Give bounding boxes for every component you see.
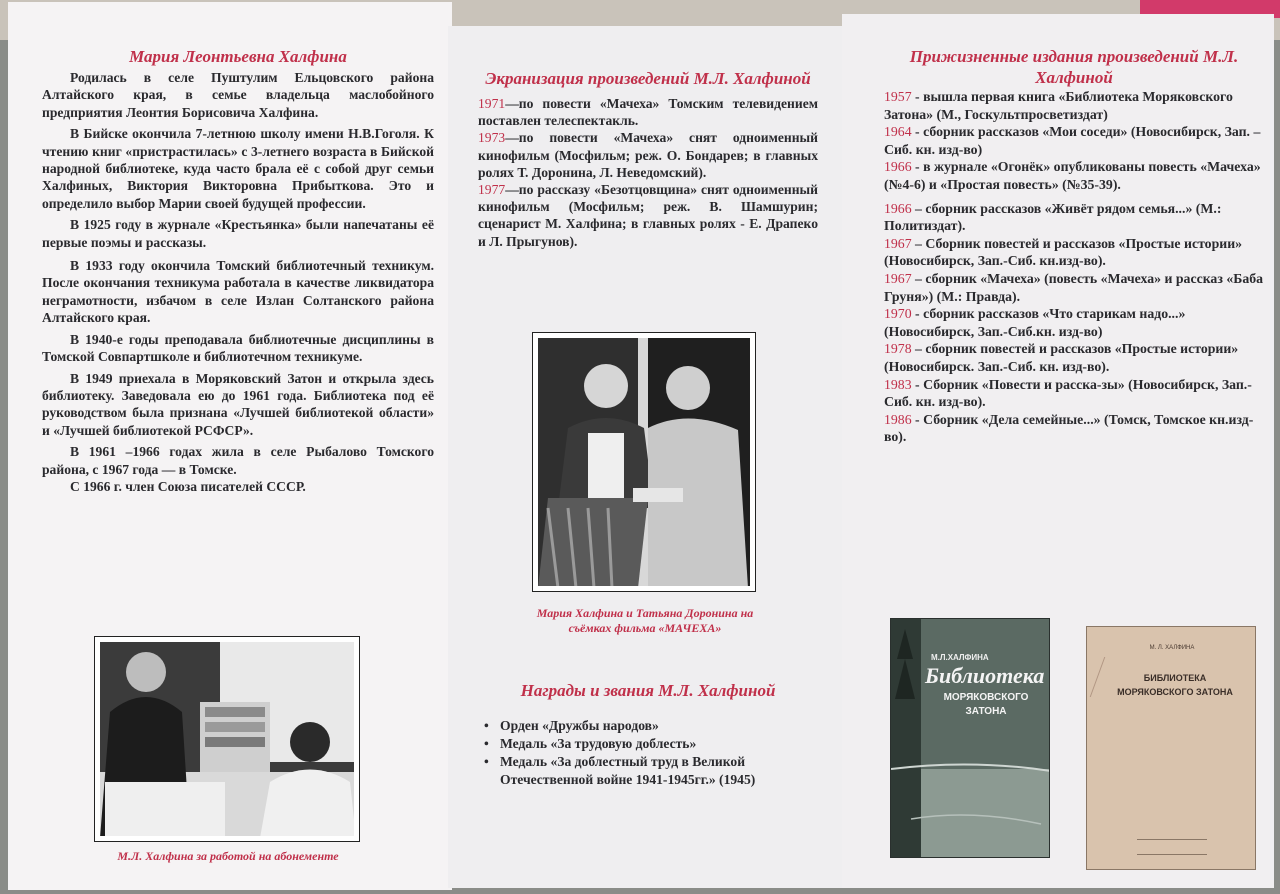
biography-paragraph: В 1933 году окончила Томский библиотечный техникум. После окончания техникума работала в качестве ликвидатора неграмотности, избачом в селе Излан Солтанского района Алтайского края. bbox=[42, 258, 434, 326]
book1-author: М.Л.ХАЛФИНА bbox=[931, 653, 989, 662]
publication-text: - сборник рассказов «Мои соседи» (Новосибирск, Зап. –Сиб. кн. изд-во) bbox=[884, 124, 1261, 157]
publication-year: 1967 bbox=[884, 235, 912, 251]
publication-text: – сборник повестей и рассказов «Простые истории» (Новосибирск. Зап.-Сиб. кн. изд-во). bbox=[884, 341, 1239, 374]
publication-year: 1964 bbox=[884, 124, 912, 140]
publication-year: 1983 bbox=[884, 376, 912, 392]
publication-text: – сборник рассказов «Живёт рядом семья...» (М.: Политиздат). bbox=[884, 200, 1222, 234]
publication-text: - вышла первая книга «Библиотека Моряковского Затона» (М., Госкультпросветиздат) bbox=[884, 89, 1233, 122]
book2-publisher-block bbox=[1137, 839, 1207, 855]
publication-entry bbox=[884, 123, 1264, 158]
publication-year: 1957 bbox=[884, 89, 912, 104]
publication-text: - Сборник «Повести и расска-зы» (Новосибирск, Зап.-Сиб. кн. изд-во). bbox=[884, 376, 1252, 410]
awards-title: Награды и звания М.Л. Халфиной bbox=[520, 681, 776, 700]
adaptation-year: 1973 bbox=[478, 130, 506, 146]
publication-year: 1986 bbox=[884, 411, 912, 427]
adaptation-entry bbox=[478, 129, 818, 181]
biography-paragraph: В 1940-е годы преподавала библиотечные дисциплины в Томской Совпартшколе и библиотечном техникуме. bbox=[42, 331, 434, 365]
publication-entry bbox=[884, 270, 1264, 305]
publication-year: 1978 bbox=[884, 341, 912, 357]
publications-title: Прижизненные издания произведений М.Л. Халфиной bbox=[909, 47, 1239, 87]
adaptation-year: 1971 bbox=[478, 96, 506, 111]
photo-khalfina-doronina-image bbox=[538, 338, 750, 586]
photo-khalfina-doronina bbox=[532, 332, 756, 592]
photo-librarian-caption: М.Л. Халфина за работой на абонементе bbox=[117, 849, 339, 863]
biography-paragraph: С 1966 г. член Союза писателей СССР. bbox=[70, 478, 306, 494]
publication-entry bbox=[884, 200, 1264, 235]
publication-text: - в журнале «Огонёк» опубликованы повесть «Мачеха» (№4-6) и «Простая повесть» (№35-39). bbox=[884, 159, 1261, 192]
adaptation-text: —по рассказу «Безотцовщина» снят одноименный кинофильм (Мосфильм; реж. В. Шамшурин; сценарист М. Халфина; в главных ролях - Е. Драпеко и Л. Прыгунов). bbox=[478, 182, 818, 249]
awards-list bbox=[478, 717, 818, 789]
publication-year: 1967 bbox=[884, 270, 912, 286]
publication-entry bbox=[884, 411, 1264, 446]
publication-text: - сборник рассказов «Что старикам надо...» (Новосибирск, Зап.-Сиб.кн. изд-во) bbox=[884, 306, 1186, 339]
publication-entry bbox=[884, 305, 1264, 340]
book2-title: БИБЛИОТЕКА МОРЯКОВСКОГО ЗАТОНА bbox=[1117, 673, 1233, 697]
biography-paragraph: В 1925 году в журнале «Крестьянка» были напечатаны её первые поэмы и рассказы. bbox=[42, 217, 434, 250]
photo-librarian bbox=[94, 636, 360, 842]
adaptation-text: —по повести «Мачеха» снят одноименный кинофильм (Мосфильм; реж. О. Бондарев; в главных ролях Т. Доронина, Л. Неведомский). bbox=[478, 130, 818, 180]
publication-entry bbox=[884, 340, 1264, 375]
publication-entry bbox=[884, 376, 1264, 411]
panel-screen-adaptations bbox=[448, 26, 846, 888]
panel-publications bbox=[842, 14, 1274, 888]
biography-title: Мария Леонтьевна Халфина bbox=[129, 47, 347, 66]
award-item: • Медаль «За доблестный труд в Великой Отечественной войне 1941-1945гг.» (1945) bbox=[478, 753, 818, 789]
biography-paragraph: В Бийске окончила 7-летнюю школу имени Н.В.Гоголя. К чтению книг «пристрастилась» с 3-летнего возраста в Бийской народной библиотеке, куда часто брала её с собой друг семьи Халфиных, Виктория Викторовна Прибыткова. Это и определило выбор Марии своей будущей профессии. bbox=[42, 126, 434, 211]
biography-paragraph: В 1949 приехала в Моряковский Затон и открыла здесь библиотеку. Заведовала ею до 1961 года. Библиотека под её руководством была признана «Лучшей библиотекой области» и «Лучшей библиотекой РСФСР». bbox=[42, 370, 434, 438]
publication-year: 1966 bbox=[884, 200, 912, 216]
publication-text: – Сборник повестей и рассказов «Простые истории» (Новосибирск, Зап.-Сиб. кн.изд-во). bbox=[884, 235, 1243, 269]
publication-year: 1970 bbox=[884, 306, 912, 322]
photo-librarian-image bbox=[100, 642, 354, 836]
adaptation-entry bbox=[478, 181, 818, 250]
publication-text: - Сборник «Дела семейные...» (Томск, Томское кн.изд-во). bbox=[884, 411, 1254, 445]
biography-paragraph: Родилась в селе Пуштулим Ельцовского района Алтайского края, в семье владельца маслобойного предприятия Леонтия Борисовича Халфина. bbox=[42, 70, 434, 120]
biography-text bbox=[42, 69, 434, 495]
award-item: • Медаль «За трудовую доблесть» bbox=[478, 735, 818, 753]
panel-biography bbox=[8, 2, 452, 890]
publication-entry bbox=[884, 235, 1264, 270]
publication-entry bbox=[884, 88, 1264, 123]
book1-title-sub: МОРЯКОВСКОГО ЗАТОНА bbox=[943, 692, 1029, 717]
book2-author: М. Л. ХАЛФИНА bbox=[1149, 645, 1195, 651]
screen-adaptations-list bbox=[478, 95, 818, 250]
book1-title-main: Библиотека bbox=[925, 663, 1045, 688]
publication-text: – сборник «Мачеха» (повесть «Мачеха» и рассказ «Баба Груня») (М.: Правда). bbox=[884, 270, 1264, 304]
adaptation-text: —по повести «Мачеха» Томским телевидением поставлен телеспектакль. bbox=[478, 96, 818, 129]
publication-year: 1966 bbox=[884, 159, 912, 175]
photo-doronina-caption: Мария Халфина и Татьяна Доронина на съёмках фильма «МАЧЕХА» bbox=[536, 606, 754, 635]
adaptation-entry bbox=[478, 95, 818, 129]
book-cover-green bbox=[890, 618, 1050, 858]
screen-adaptations-title bbox=[478, 68, 818, 89]
screen-adaptations-title-text: Экранизация произведений М.Л. Халфиной bbox=[485, 69, 811, 88]
publication-entry bbox=[884, 158, 1264, 193]
publications-list bbox=[884, 88, 1264, 446]
book-cover-beige bbox=[1086, 626, 1256, 870]
award-item: • Орден «Дружбы народов» bbox=[478, 717, 818, 735]
biography-paragraph: В 1961 –1966 годах жила в селе Рыбалово Томского района, с 1967 года — в Томске. bbox=[42, 444, 434, 477]
adaptation-year: 1977 bbox=[478, 182, 506, 198]
